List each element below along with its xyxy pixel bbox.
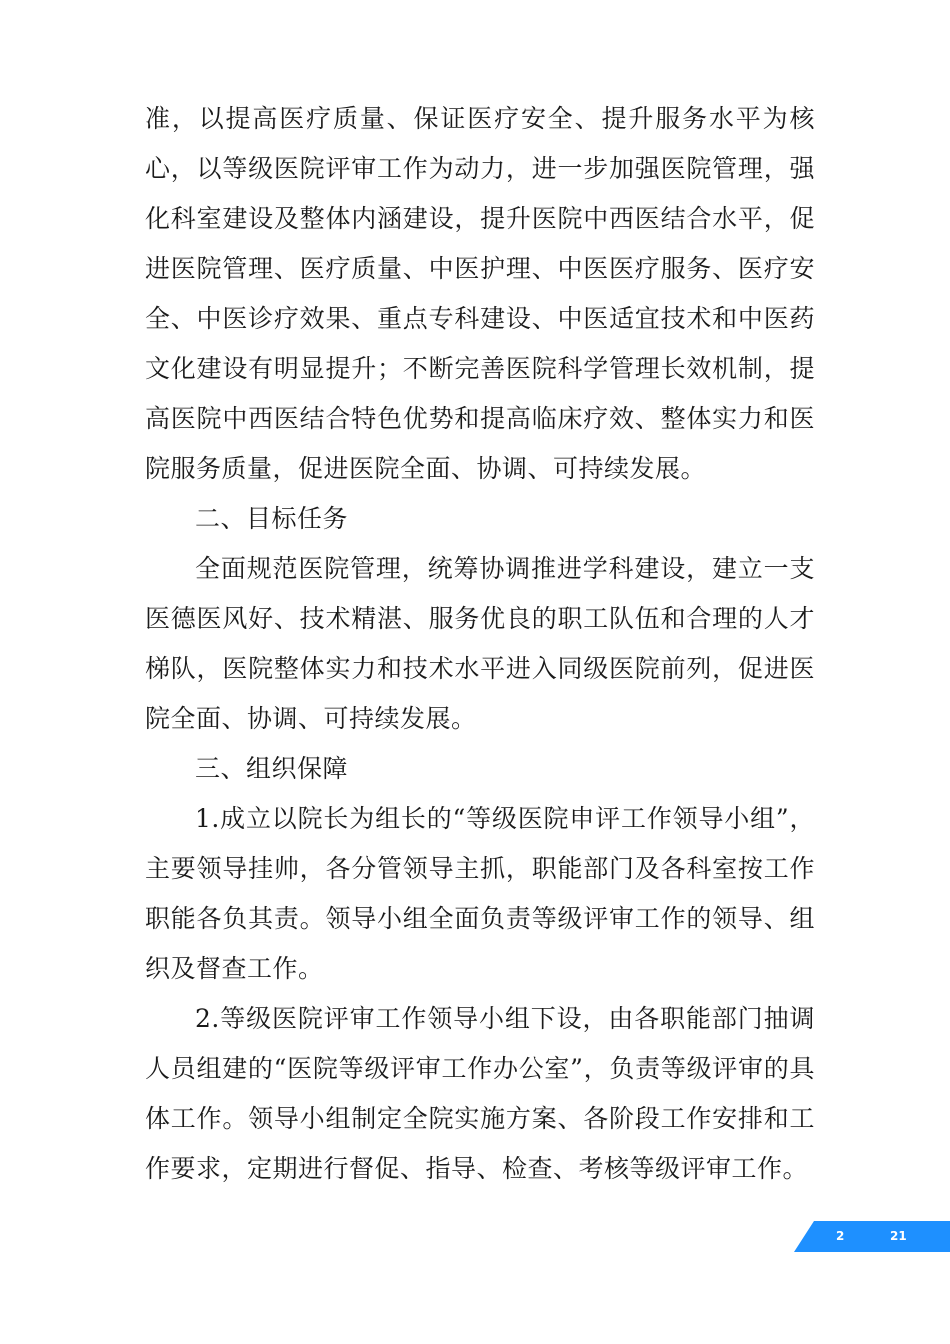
section-heading-goals: 二、目标任务 [195,504,349,533]
page-number-current: 2 [836,1229,845,1243]
paragraph-continuation: 准，以提高医疗质量、保证医疗安全、提升服务水平为核心，以等级医院评审工作为动力，进一步加强医院管理，强化科室建设及整体内涵建设，提升医院中西医结合水平，促进医院管理、医疗质量、中医护理、中医医疗服务、医疗安全、中医诊疗效果、重点专科建设、中医适宜技术和中医药文化建设有明显提升；不断完善医院科学管理长效机制，提高医院中西医结合特色优势和提高临床疗效、整体实力和医院服务质量，促进医院全面、协调、可持续发展。 [145,104,815,483]
paragraph-goals: 全面规范医院管理，统筹协调推进学科建设，建立一支医德医风好、技术精湛、服务优良的职工队伍和合理的人才梯队，医院整体实力和技术水平进入同级医院前列，促进医院全面、协调、可持续发展。 [145,554,815,733]
section-heading-organization: 三、组织保障 [195,754,349,783]
paragraph-item-1: 1.成立以院长为组长的“等级医院申评工作领导小组”，主要领导挂帅，各分管领导主抓，职能部门及各科室按工作职能各负其责。领导小组全面负责等级评审工作的领导、组织及督查工作。 [145,804,815,983]
page-band-shape [794,1221,950,1252]
page-number-total: 21 [890,1229,907,1243]
document-body [145,94,815,1194]
paragraph-item-2: 2.等级医院评审工作领导小组下设，由各职能部门抽调人员组建的“医院等级评审工作办公室”，负责等级评审的具体工作。领导小组制定全院实施方案、各阶段工作安排和工作要求，定期进行督促、指导、检查、考核等级评审工作。 [145,1004,815,1183]
page-number-band [794,1221,950,1252]
